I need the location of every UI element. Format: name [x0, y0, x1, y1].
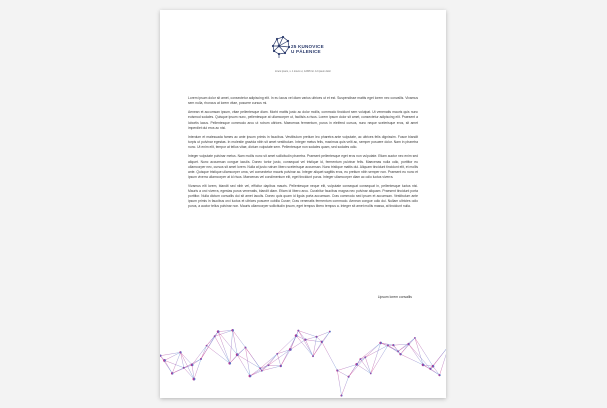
network-node	[214, 335, 216, 337]
network-node	[268, 364, 270, 366]
network-node	[312, 355, 314, 357]
network-link	[305, 337, 316, 340]
network-node	[399, 353, 401, 355]
network-link	[342, 377, 349, 396]
network-node	[217, 330, 220, 333]
network-link	[277, 336, 296, 354]
network-node	[379, 342, 382, 345]
network-link	[237, 355, 250, 376]
network-node	[359, 358, 361, 360]
network-link	[415, 338, 433, 366]
network-node	[231, 329, 234, 332]
network-node	[244, 346, 246, 348]
network-node	[407, 343, 409, 345]
logo-text	[291, 44, 324, 54]
network-link	[357, 364, 371, 373]
network-link	[160, 356, 172, 374]
paragraph: Integer vulputate pulvinar metus. Nam mollis nunc sit amet sollicitudin pharetra. Praesent pellentesque eget eros non vulputate. Etiam auctor nec enim sed aliquet. Nunc accumsan congue iaculis. Donec tortor justo, consequat vel tristique id, fermentum pulvinar felis. Maecenas nulla odio, porttitor eu ullamcorper nec, cursus sit amet lorem. Nulla at justo rutrum libero scelerisque accumsan. Nunc tristique mattis dui. Aliquam tincidunt tincidunt elit, et mollis ante. Quisque tristique ullamcorper urna, vel consectetur mauris pulvinar ac. Integer aliquet sagittis eros, eu pretium nibh semper non. Praesent eu nunc et ipsum viverra ullamcorper at id risus. Maecenas vel condimentum elit, eget tincidunt purus. Integer ullamcorper diam ac odio luctus viverra.	[188, 154, 418, 179]
network-node	[289, 348, 292, 351]
network-node	[432, 365, 435, 368]
logo-line-1: 25 KUNOVICE	[291, 44, 324, 49]
network-node	[280, 365, 282, 367]
network-link	[440, 346, 446, 376]
network-link	[409, 338, 415, 344]
network-wave-decoration	[160, 318, 446, 398]
network-link	[298, 331, 313, 357]
network-node	[249, 375, 252, 378]
network-node	[295, 334, 298, 337]
network-link	[337, 364, 356, 370]
network-link	[207, 346, 230, 364]
network-link	[381, 343, 398, 351]
network-link	[218, 332, 230, 364]
network-node	[304, 339, 306, 341]
network-node	[370, 373, 372, 375]
network-link	[165, 360, 184, 367]
letterhead-page	[160, 10, 446, 398]
network-node	[336, 369, 338, 371]
address-line: lorem ipsum, s. 1 lorem ut, 12345 lor. 12 ipsum dolor	[275, 70, 331, 73]
network-link	[277, 354, 281, 366]
network-node	[321, 341, 323, 343]
network-link	[192, 346, 207, 365]
network-link	[365, 357, 370, 373]
network-node	[206, 345, 208, 347]
network-link	[409, 344, 431, 369]
network-node	[355, 363, 358, 366]
network-link	[305, 340, 313, 357]
network-link	[215, 336, 230, 363]
logo	[270, 34, 340, 68]
network-link	[165, 360, 173, 373]
network-link	[245, 348, 261, 371]
network-node	[392, 344, 394, 346]
network-link	[181, 352, 193, 364]
network-link	[305, 340, 321, 342]
paragraph: Lorem ipsum dolor sit amet, consectetur adipiscing elit. In eu lacus vel diam varius ultrices ut et est. Suspendisse mattis eget lorem nec convallis. Vivamus sem nulla, rhoncus at lorem vitae, posuere cursus mi.	[188, 96, 418, 106]
paragraph: Vivamus elit lorem, blandit sed nibh vel, efficitur dapibus mauris. Pellentesque neque elit, vulputate consequat consequat in, pellentesque luctus nisi. Mauris a orci viverra, egestas purus venenatis, blandit diam. Etiam id libero arcu. Curabitur faucibus magna nec pulvinar aliquam. Praesent tincidunt porta porttitor. Nulla dictum convallis dui sit amet iaculis. Donec quis quam id ligula porta accumsan. Cras commodo sed ipsum et accumsan. Vestibulum ante ipsum primis in faucibus orci luctus et ultrices posuere cubilia Curae; Cras venenatis fermentum commodo. Aenean congue odio dui. Nullam ultricies odio purus, a auctor tellus pulvinar non. Mauris ullamcorper sollicitudin ipsum, eget tempus libero tempus a. Integer sit amet mollis massa, at tincidunt nulla.	[188, 184, 418, 209]
network-node	[228, 362, 231, 365]
paragraph: Aenean et accumsan ipsum, vitae pellentesque diam. Morbi mattis justo ac dolor mollis, commodo tincidunt sem volutpat. Ut venenatis mauris quis nunc euismod sodales. Quisque ipsum nunc, pellentesque at ullamcorper ut, facilisis a risus. Lorem ipsum dolor sit amet, consectetur adipiscing elit. Praesent a lobortis lacus. Pellentesque commodo arcu ut rutrum ultrices. Maecenas fermentum, purus in eleifend cursus, nunc neque scelerisque eros, sit amet imperdiet dui eros ac nisi.	[188, 110, 418, 130]
network-node	[276, 353, 278, 355]
network-link	[218, 332, 237, 355]
network-link	[181, 352, 184, 367]
network-node	[236, 353, 239, 356]
network-node	[191, 363, 194, 366]
network-link	[337, 371, 348, 377]
network-link	[381, 343, 394, 345]
network-link	[233, 330, 246, 347]
signature: Lipsum lorem convallis	[377, 295, 412, 299]
network-node	[163, 359, 166, 362]
network-node	[329, 331, 331, 333]
network-link	[401, 354, 424, 365]
network-link	[269, 365, 281, 366]
network-link	[201, 346, 207, 359]
network-link	[230, 330, 233, 363]
network-node	[397, 350, 399, 352]
network-link	[415, 338, 423, 365]
network-brain-icon	[270, 34, 292, 60]
network-node	[179, 351, 181, 353]
network-link	[430, 369, 439, 375]
network-link	[360, 359, 370, 373]
network-link	[260, 354, 277, 369]
network-node	[387, 344, 389, 346]
network-link	[349, 357, 366, 376]
network-node	[183, 367, 185, 369]
network-node	[429, 368, 431, 370]
network-link	[433, 366, 440, 375]
network-link	[388, 345, 401, 354]
network-link	[337, 371, 341, 396]
network-node	[364, 356, 366, 358]
network-link	[201, 332, 218, 359]
network-link	[269, 354, 278, 365]
network-node	[340, 395, 342, 397]
network-node	[422, 364, 425, 367]
network-node	[414, 337, 416, 339]
network-link	[262, 354, 277, 371]
network-node	[348, 376, 350, 378]
logo-line-2: U PÁLENICE	[291, 49, 321, 55]
network-link	[281, 336, 296, 366]
paragraph: Interdum et malesuada fames ac ante ipsum primis in faucibus. Vestibulum pretium leo pharetra ante vulputate, ac ultrices felis dignissim. Fusce blandit turpis ut pulvinar egestas. In molestie gravida nibh sit amet vestibulum. Integer metus felis, maximus quis velit ac, semper posuere dolor. Nam in pharetra nunc. Ut enim elit, tempor at tellus vitae, dictum vulputate sem. Pellentesque non sodales quam, sed sodales odio.	[188, 134, 418, 150]
network-link	[298, 331, 316, 337]
network-node	[200, 358, 202, 360]
network-link	[184, 368, 194, 379]
network-node	[315, 336, 317, 338]
network-node	[193, 378, 196, 381]
network-node	[171, 372, 174, 375]
network-link	[322, 342, 338, 371]
network-link	[192, 359, 201, 365]
network-node	[297, 330, 299, 332]
network-link	[360, 343, 380, 359]
letter-body	[188, 96, 418, 214]
network-node	[259, 367, 261, 369]
network-link	[237, 348, 245, 355]
network-node	[438, 374, 440, 376]
network-node	[261, 370, 263, 372]
network-link	[401, 338, 415, 354]
network-link	[233, 330, 238, 354]
network-link	[313, 332, 330, 357]
network-link	[237, 355, 260, 369]
